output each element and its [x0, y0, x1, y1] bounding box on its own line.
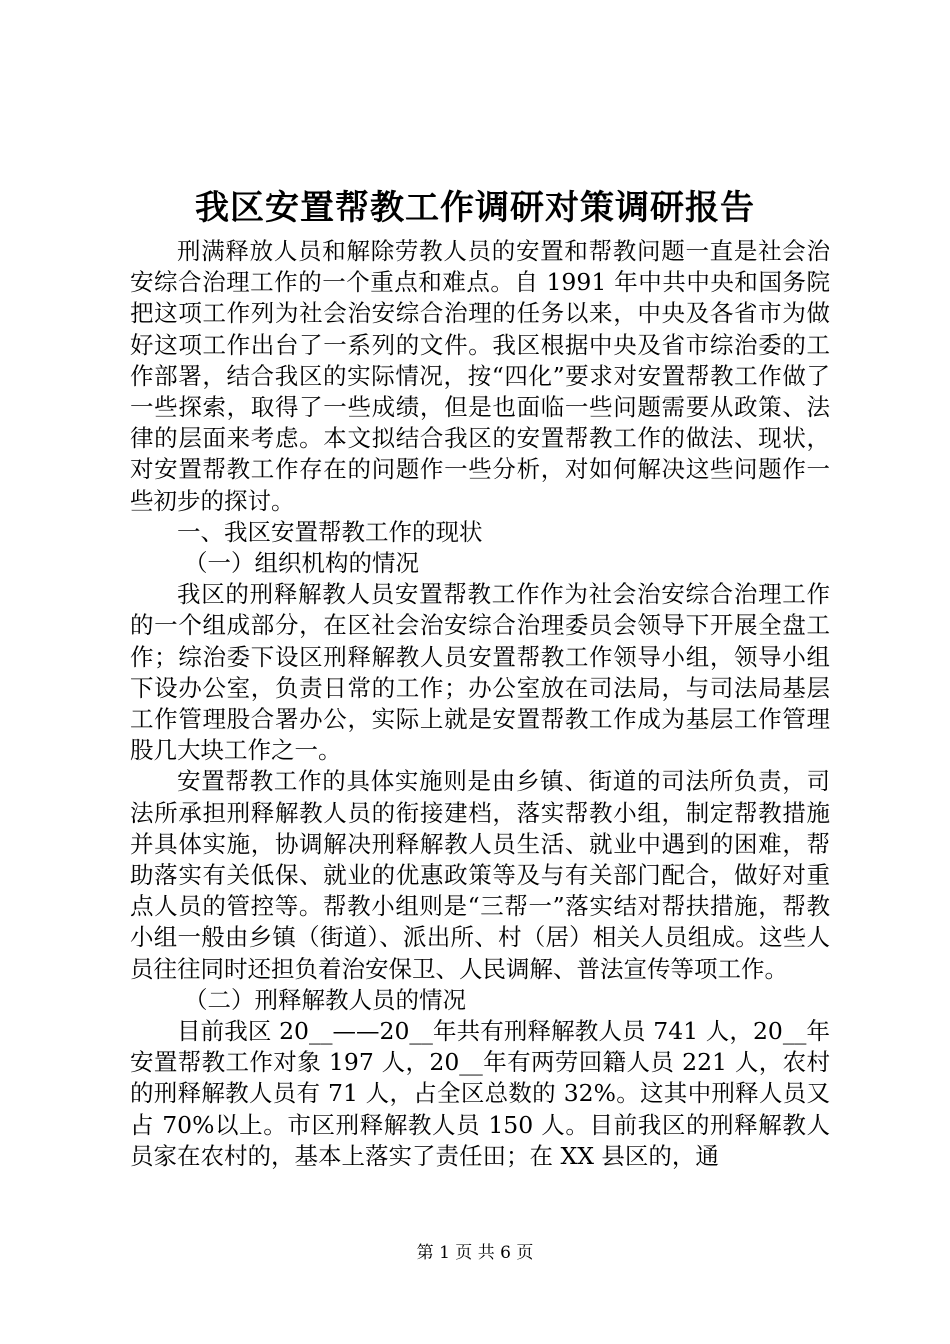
paragraph-organization: 我区的刑释解教人员安置帮教工作作为社会治安综合治理工作的一个组成部分，在区社会治安综合治理委员会领导下开展全盘工作；综治委下设区刑释解教人员安置帮教工作领导小组，领导小组下设办公室，负责日常的工作；办公室放在司法局，与司法局基层工作管理股合署办公，实际上就是安置帮教工作成为基层工作管理股几大块工作之一。 — [130, 580, 830, 765]
paragraph-implementation: 安置帮教工作的具体实施则是由乡镇、街道的司法所负责，司法所承担刑释解教人员的衔接建档，落实帮教小组，制定帮教措施并具体实施，协调解决刑释解教人员生活、就业中遇到的困难，帮助落实有关低保、就业的优惠政策等及与有关部门配合，做好对重点人员的管控等。帮教小组则是“三帮一”落实结对帮扶措施，帮教小组一般由乡镇（街道）、派出所、村（居）相关人员组成。这些人员往往同时还担负着治安保卫、人民调解、普法宣传等项工作。 — [130, 767, 830, 983]
subsection-heading: （一）组织机构的情况 — [184, 549, 420, 578]
section-heading: 一、我区安置帮教工作的现状 — [177, 517, 483, 546]
subsection-heading: （二）刑释解教人员的情况 — [184, 985, 467, 1014]
document-title: 我区安置帮教工作调研对策调研报告 — [195, 188, 755, 228]
document-body — [130, 236, 830, 1172]
paragraph-statistics: 目前我区 20__——20__年共有刑释解教人员 741 人，20__年安置帮教工作对象 197 人，20__年有两劳回籍人员 221 人，农村的刑释解教人员有 71 人，占全区总数的 32%。这其中刑释人员又占 70%以上。市区刑释解教人员 150 人。目前我区的刑释解教人员家在农村的，基本上落实了责任田；在 XX 县区的，通 — [130, 1017, 830, 1170]
paragraph-intro: 刑满释放人员和解除劳教人员的安置和帮教问题一直是社会治安综合治理工作的一个重点和难点。自 1991 年中共中央和国务院把这项工作列为社会治安综合治理的任务以来，中央及各省市为做好这项工作出台了一系列的文件。我区根据中央及省市综治委的工作部署，结合我区的实际情况，按“四化”要求对安置帮教工作做了一些探索，取得了一些成绩，但是也面临一些问题需要从政策、法律的层面来考虑。本文拟结合我区的安置帮教工作的做法、现状，对安置帮教工作存在的问题作一些分析，对如何解决这些问题作一些初步的探讨。 — [130, 237, 830, 515]
page-number: 第 1 页 共 6 页 — [416, 1243, 534, 1263]
